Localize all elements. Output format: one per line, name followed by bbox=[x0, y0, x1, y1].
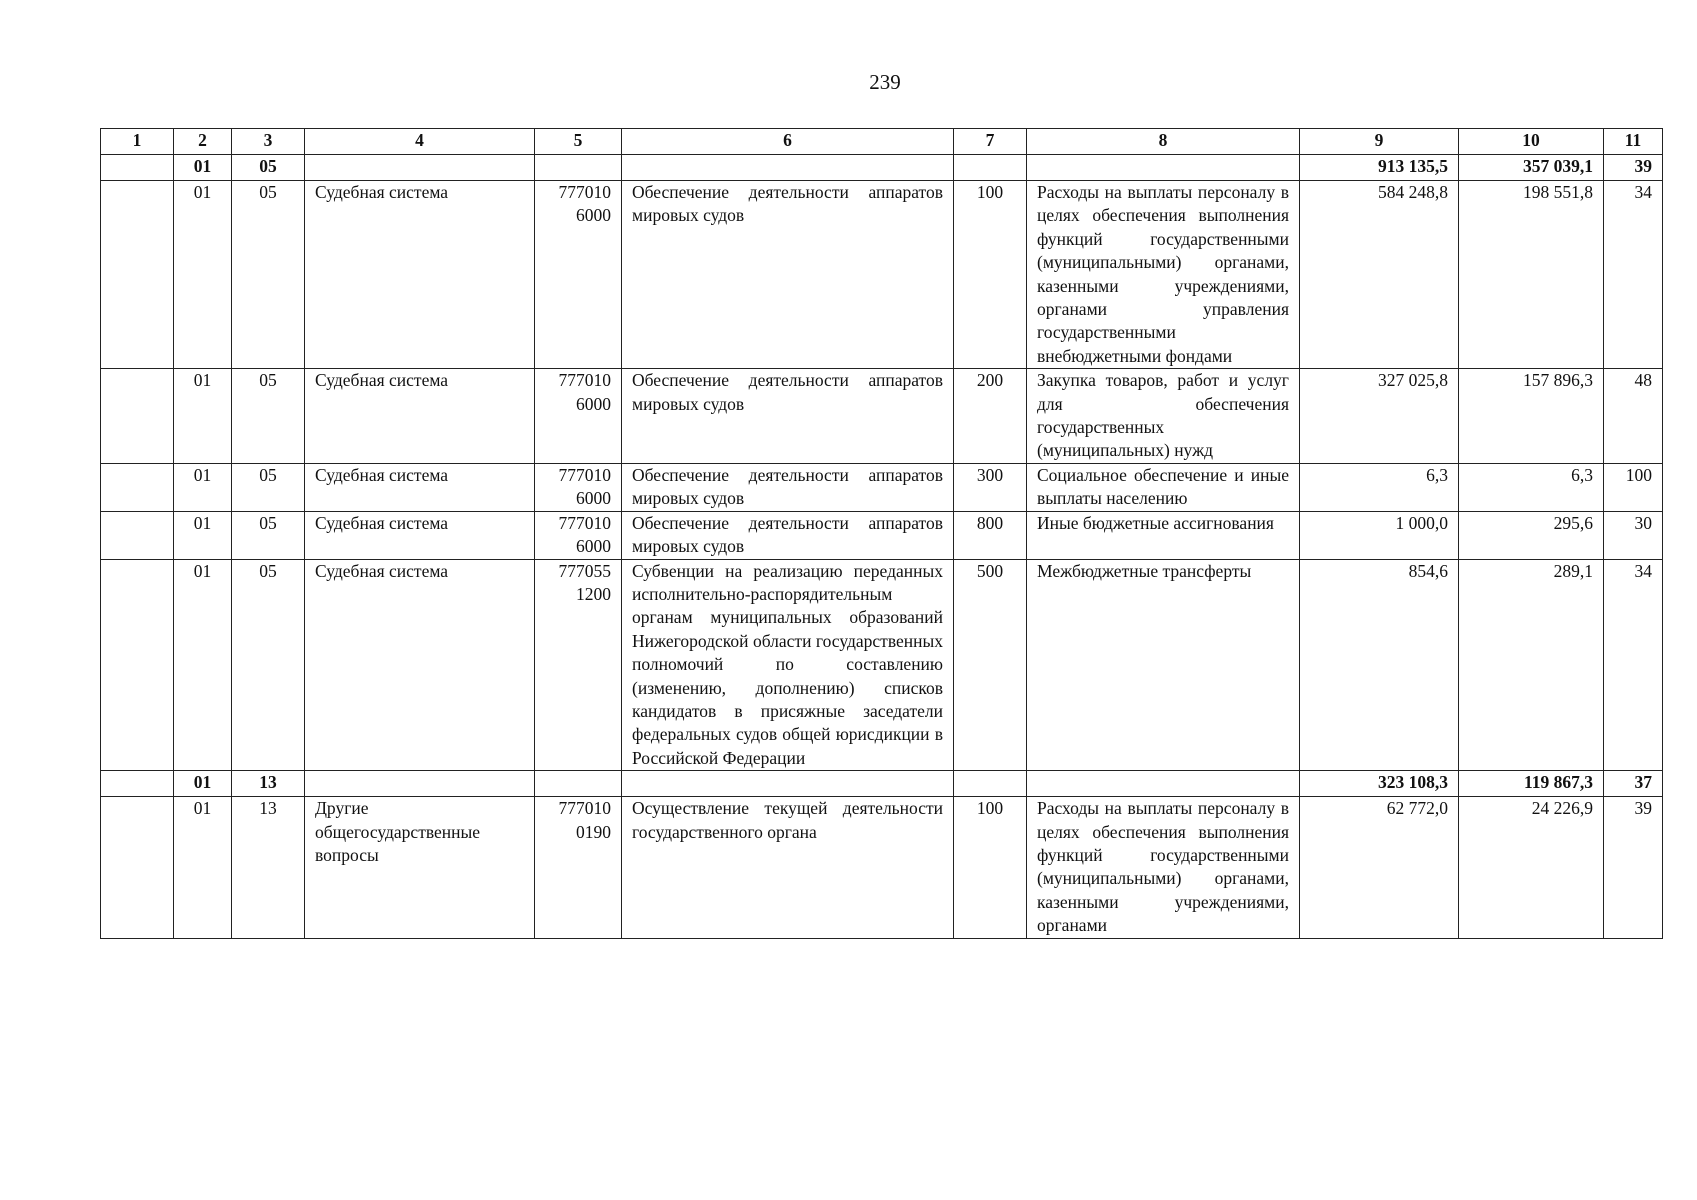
subtotal-row bbox=[101, 155, 1663, 181]
column-header: 4 bbox=[305, 129, 535, 155]
cell-percent: 39 bbox=[1604, 155, 1663, 181]
cell-subsection: 05 bbox=[232, 511, 305, 559]
cell-expense-name: Иные бюджетные ассигнования bbox=[1027, 511, 1300, 559]
cell-section: 01 bbox=[174, 559, 232, 771]
cell-target-code bbox=[535, 771, 622, 797]
cell-subsection-name: Судебная система bbox=[305, 463, 535, 511]
column-header: 1 bbox=[101, 129, 174, 155]
cell-planned: 62 772,0 bbox=[1300, 797, 1459, 938]
cell-section: 01 bbox=[174, 463, 232, 511]
page-number: 239 bbox=[869, 70, 901, 94]
cell-target-code: 777010 6000 bbox=[535, 463, 622, 511]
table-row bbox=[101, 369, 1663, 464]
cell-subsection-name: Судебная система bbox=[305, 511, 535, 559]
cell-expense-code: 200 bbox=[954, 369, 1027, 464]
cell-col1 bbox=[101, 511, 174, 559]
cell-col1 bbox=[101, 559, 174, 771]
cell-actual: 357 039,1 bbox=[1459, 155, 1604, 181]
cell-expense-name: Закупка товаров, работ и услуг для обеспечения государственных (муниципальных) нужд bbox=[1027, 369, 1300, 464]
cell-target-name: Обеспечение деятельности аппаратов мировых судов bbox=[622, 369, 954, 464]
cell-expense-code: 300 bbox=[954, 463, 1027, 511]
cell-percent: 39 bbox=[1604, 797, 1663, 938]
column-header: 9 bbox=[1300, 129, 1459, 155]
cell-subsection-name: Другие общегосударственные вопросы bbox=[305, 797, 535, 938]
cell-section: 01 bbox=[174, 181, 232, 369]
cell-target-name bbox=[622, 771, 954, 797]
cell-target-code: 777010 6000 bbox=[535, 181, 622, 369]
cell-col1 bbox=[101, 771, 174, 797]
cell-percent: 100 bbox=[1604, 463, 1663, 511]
cell-planned: 854,6 bbox=[1300, 559, 1459, 771]
cell-expense-code bbox=[954, 771, 1027, 797]
cell-expense-code: 500 bbox=[954, 559, 1027, 771]
cell-subsection: 05 bbox=[232, 369, 305, 464]
cell-subsection: 05 bbox=[232, 559, 305, 771]
cell-subsection-name: Судебная система bbox=[305, 181, 535, 369]
cell-target-name: Субвенции на реализацию переданных исполнительно-распорядительным органам муниципальных образований Нижегородской области государственных полномочий по составлению (изменению, дополнению) списков кандидатов в присяжные заседатели федеральных судов общей юрисдикции в Российской Федерации bbox=[622, 559, 954, 771]
table-row bbox=[101, 559, 1663, 771]
budget-table bbox=[100, 128, 1663, 939]
cell-percent: 37 bbox=[1604, 771, 1663, 797]
cell-expense-name: Межбюджетные трансферты bbox=[1027, 559, 1300, 771]
cell-planned: 327 025,8 bbox=[1300, 369, 1459, 464]
cell-expense-name bbox=[1027, 155, 1300, 181]
cell-expense-code bbox=[954, 155, 1027, 181]
table-row bbox=[101, 797, 1663, 938]
cell-section: 01 bbox=[174, 369, 232, 464]
cell-expense-code: 100 bbox=[954, 797, 1027, 938]
cell-actual: 157 896,3 bbox=[1459, 369, 1604, 464]
cell-planned: 6,3 bbox=[1300, 463, 1459, 511]
subtotal-row bbox=[101, 771, 1663, 797]
cell-target-name: Осуществление текущей деятельности государственного органа bbox=[622, 797, 954, 938]
cell-actual: 289,1 bbox=[1459, 559, 1604, 771]
cell-subsection: 05 bbox=[232, 181, 305, 369]
cell-section: 01 bbox=[174, 511, 232, 559]
cell-expense-code: 800 bbox=[954, 511, 1027, 559]
cell-section: 01 bbox=[174, 797, 232, 938]
column-header: 10 bbox=[1459, 129, 1604, 155]
cell-section: 01 bbox=[174, 155, 232, 181]
cell-percent: 34 bbox=[1604, 559, 1663, 771]
cell-subsection: 13 bbox=[232, 797, 305, 938]
cell-col1 bbox=[101, 181, 174, 369]
cell-percent: 30 bbox=[1604, 511, 1663, 559]
cell-subsection-name: Судебная система bbox=[305, 369, 535, 464]
column-header: 2 bbox=[174, 129, 232, 155]
cell-actual: 198 551,8 bbox=[1459, 181, 1604, 369]
cell-expense-name: Расходы на выплаты персоналу в целях обеспечения выполнения функций государственными (муниципальными) органами, казенными учреждениями, органами bbox=[1027, 797, 1300, 938]
cell-percent: 34 bbox=[1604, 181, 1663, 369]
cell-subsection-name bbox=[305, 155, 535, 181]
cell-target-name: Обеспечение деятельности аппаратов мировых судов bbox=[622, 181, 954, 369]
table-row bbox=[101, 511, 1663, 559]
cell-col1 bbox=[101, 155, 174, 181]
cell-target-code: 777010 0190 bbox=[535, 797, 622, 938]
cell-percent: 48 bbox=[1604, 369, 1663, 464]
cell-planned: 1 000,0 bbox=[1300, 511, 1459, 559]
cell-subsection: 05 bbox=[232, 155, 305, 181]
cell-col1 bbox=[101, 369, 174, 464]
cell-target-name: Обеспечение деятельности аппаратов мировых судов bbox=[622, 511, 954, 559]
cell-expense-name: Расходы на выплаты персоналу в целях обеспечения выполнения функций государственными (муниципальными) органами, казенными учреждениями, органами управления государственными внебюджетными фондами bbox=[1027, 181, 1300, 369]
column-header: 5 bbox=[535, 129, 622, 155]
column-header: 3 bbox=[232, 129, 305, 155]
cell-actual: 6,3 bbox=[1459, 463, 1604, 511]
cell-expense-name: Социальное обеспечение и иные выплаты населению bbox=[1027, 463, 1300, 511]
table-row bbox=[101, 181, 1663, 369]
cell-section: 01 bbox=[174, 771, 232, 797]
cell-col1 bbox=[101, 797, 174, 938]
cell-actual: 119 867,3 bbox=[1459, 771, 1604, 797]
cell-col1 bbox=[101, 463, 174, 511]
cell-expense-name bbox=[1027, 771, 1300, 797]
cell-planned: 323 108,3 bbox=[1300, 771, 1459, 797]
cell-subsection: 13 bbox=[232, 771, 305, 797]
cell-target-name: Обеспечение деятельности аппаратов мировых судов bbox=[622, 463, 954, 511]
table-row bbox=[101, 463, 1663, 511]
column-header: 11 bbox=[1604, 129, 1663, 155]
column-header: 7 bbox=[954, 129, 1027, 155]
column-header: 8 bbox=[1027, 129, 1300, 155]
cell-target-code: 777010 6000 bbox=[535, 511, 622, 559]
cell-target-code: 777010 6000 bbox=[535, 369, 622, 464]
cell-actual: 295,6 bbox=[1459, 511, 1604, 559]
table-header-row bbox=[101, 129, 1663, 155]
cell-subsection-name: Судебная система bbox=[305, 559, 535, 771]
cell-subsection: 05 bbox=[232, 463, 305, 511]
column-header: 6 bbox=[622, 129, 954, 155]
cell-target-name bbox=[622, 155, 954, 181]
cell-actual: 24 226,9 bbox=[1459, 797, 1604, 938]
cell-target-code bbox=[535, 155, 622, 181]
cell-planned: 913 135,5 bbox=[1300, 155, 1459, 181]
cell-planned: 584 248,8 bbox=[1300, 181, 1459, 369]
cell-expense-code: 100 bbox=[954, 181, 1027, 369]
cell-subsection-name bbox=[305, 771, 535, 797]
cell-target-code: 777055 1200 bbox=[535, 559, 622, 771]
